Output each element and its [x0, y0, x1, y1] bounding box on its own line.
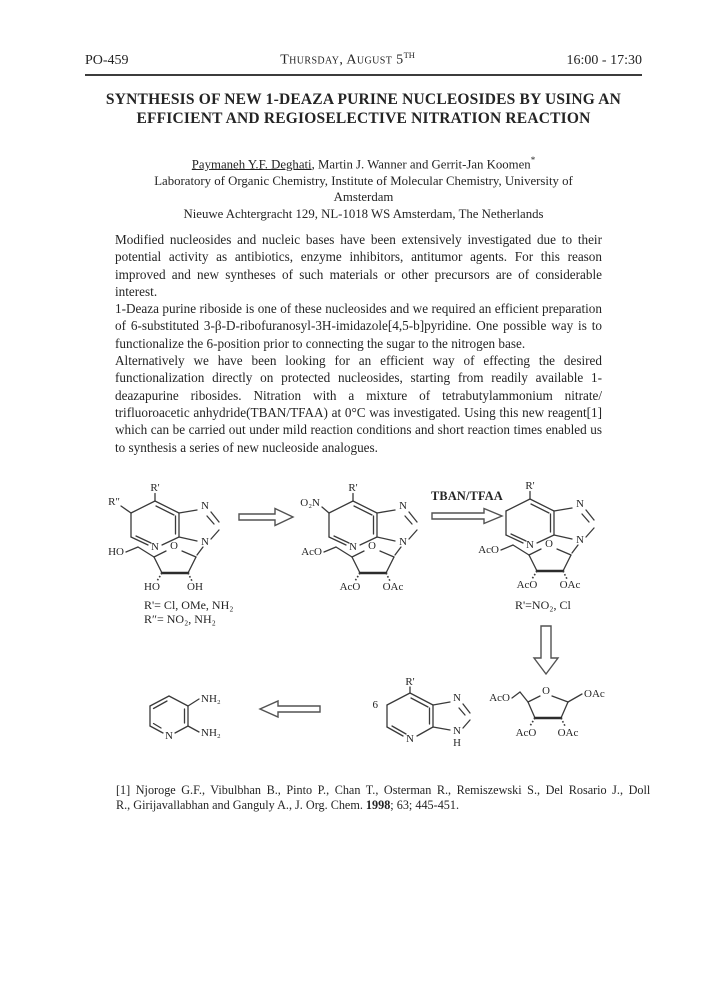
nh-hydrogen-label: H [453, 737, 461, 749]
poster-number: PO-459 [85, 52, 129, 68]
ho-3prime-label: HO [144, 581, 160, 593]
imidazole-n1-atom: N [201, 500, 209, 512]
paper-title [85, 90, 642, 128]
session-time: 16:00 - 17:30 [566, 52, 642, 68]
paragraph-3: Alternatively we have been looking for an efficient way of effecting the desired functionalization directly on protected nucleosides, starting from readily available 1-deazapurine ribosides. Nitration with a mixture of tetrabutylammonium nitrate/ trifluoroacetic anhydride(TBAN/TFAA) at 0°C was investigated. Using this new reagent[1] which can be carried out under mild reaction conditions and short reaction times enabled us to synthesis a series of new nucleoside analogues. [115, 353, 602, 455]
ho-5prime-label: HO [108, 546, 124, 558]
oac-2prime-label: OAc [559, 579, 581, 591]
structure-3-caption: R'=NO₂, Cl [515, 598, 571, 612]
reference-block [116, 783, 651, 812]
reaction-scheme [0, 478, 704, 780]
first-author: Paymaneh Y.F. Deghati [191, 157, 312, 172]
pyridine-n-atom: N [406, 733, 414, 745]
imidazole-n3-atom: N [399, 536, 407, 548]
aco-3prime-label: AcO [515, 727, 537, 739]
abstract-body [115, 231, 602, 456]
imidazole-n3-atom: N [201, 536, 209, 548]
aco-5prime-label: AcO [489, 692, 510, 704]
aco-5prime-label: AcO [301, 546, 322, 558]
reference-year: 1998 [365, 797, 391, 812]
oac-2prime-label: OAc [382, 581, 404, 593]
paragraph-1: Modified nucleosides and nucleic bases have been extensively investigated due to their potential activity as antibiotics, enzyme inhibitors, antitumor agents. For this reason improved and new syntheses of such materials or other precursors are of considerable interest. [115, 232, 602, 299]
session-date: Thursday, August 5TH [280, 50, 415, 68]
aco-3prime-label: AcO [339, 581, 361, 593]
oh-2prime-label: OH [187, 581, 203, 593]
authors-block [85, 152, 642, 222]
imidazole-nh-atom: N [453, 725, 461, 737]
reaction-arrow-down [531, 624, 561, 676]
affiliation-line-2: Amsterdam [333, 190, 394, 205]
ribose-tetraacetate-diagram [480, 680, 645, 742]
r-doubleprime-label: R″ [108, 496, 120, 508]
r-prime-label: R' [348, 482, 358, 494]
reaction-arrow-left [256, 698, 322, 720]
title-line-2: EFFICIENT AND REGIOSELECTIVE NITRATION REACTION [136, 110, 591, 127]
structure-1-nucleoside-diagram [83, 481, 253, 629]
corresponding-author-marker: * [530, 155, 536, 165]
imidazole-n3-atom: N [576, 534, 584, 546]
r-prime-label: R' [150, 482, 160, 494]
diaminopyridine-bonds [150, 696, 199, 733]
page-header [85, 50, 642, 76]
ribose-o-atom: O [545, 538, 553, 550]
r-prime-label: R' [405, 676, 415, 688]
date-ordinal-superscript: TH [403, 50, 415, 60]
ribose-o-atom: O [542, 685, 550, 697]
oac-1prime-label: OAc [584, 688, 605, 700]
structure-1-caption-line2: R″= NO₂, NH₂ [144, 612, 216, 626]
ribose-o-atom: O [368, 540, 376, 552]
affiliation-line-1: Laboratory of Organic Chemistry, Institute of Molecular Chemistry, University of [154, 173, 573, 188]
author-line [85, 152, 642, 173]
diaminopyridine-diagram [138, 688, 250, 746]
reagent-label: TBAN/TFAA [431, 489, 503, 503]
position-6-label: 6 [372, 699, 378, 711]
other-authors: , Martin J. Wanner and Gerrit-Jan Koomen [311, 157, 531, 172]
affiliation-line-3: Nieuwe Achtergracht 129, NL-1018 WS Amsterdam, The Netherlands [183, 206, 544, 221]
pyridine-n-atom: N [165, 730, 173, 742]
pyridine-n-atom: N [526, 539, 534, 551]
imidazopyridine-diagram [352, 676, 487, 754]
imidazole-n1-atom: N [399, 500, 407, 512]
paragraph-2: 1-Deaza purine riboside is one of these nucleosides and we required an efficient preparation of 6-substituted 3-β-D-ribofuranosyl-3H-imidazole[4,5-b]pyridine. One possible way is to functionalize the 6-position prior to connecting the sugar to the nitrogen base. [115, 301, 602, 351]
reference-line-2: R., Girijavallabhan and Ganguly A., J. Org. Chem. 1998; 63; 445-451. [116, 797, 460, 812]
nitro-group-label: O₂N [300, 497, 320, 509]
structure-1-caption-line1: R'= Cl, OMe, NH₂ [144, 598, 234, 612]
aco-3prime-label: AcO [516, 579, 538, 591]
pyridine-n-atom: N [151, 541, 159, 553]
reference-line-1: [1] Njoroge G.F., Vibulbhan B., Pinto P., Chan T., Osterman R., Remiszewski S., Del Rosario J., Doll [116, 783, 651, 797]
nh2-top-label: NH₂ [201, 693, 221, 705]
aco-5prime-label: AcO [478, 544, 499, 556]
title-line-1: SYNTHESIS OF NEW 1-DEAZA PURINE NUCLEOSIDES BY USING AN [105, 91, 622, 108]
ribose-o-atom: O [170, 540, 178, 552]
imidazole-n1-atom: N [453, 692, 461, 704]
oac-2prime-label: OAc [557, 727, 579, 739]
pyridine-n-atom: N [349, 541, 357, 553]
structure-3-nucleoside-diagram [458, 479, 628, 614]
imidazole-n1-atom: N [576, 498, 584, 510]
r-prime-label: R' [525, 480, 535, 492]
nh2-bottom-label: NH₂ [201, 727, 221, 739]
